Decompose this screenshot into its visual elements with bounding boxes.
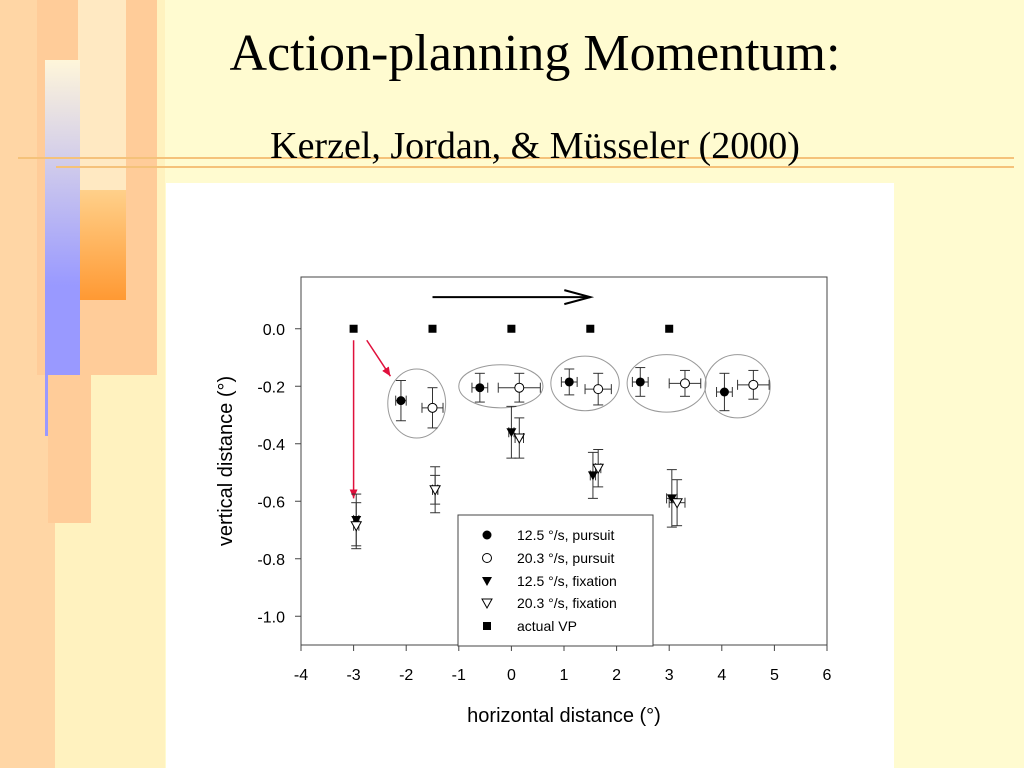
x-tick-label: 2 (612, 667, 622, 684)
y-tick-label: -0.2 (257, 379, 285, 397)
legend-label: 12.5 °/s, pursuit (517, 527, 615, 543)
x-tick-label: 6 (822, 667, 832, 684)
data-point (636, 377, 645, 386)
y-tick-label: -0.4 (257, 436, 285, 454)
group-ellipse (459, 365, 543, 408)
slide-title: Action-planning Momentum: (229, 25, 841, 82)
y-axis-label: vertical distance (°) (215, 375, 237, 547)
data-point (565, 377, 574, 386)
data-point (507, 325, 515, 333)
data-point (680, 379, 689, 388)
legend-label: 20.3 °/s, pursuit (517, 550, 615, 566)
data-point (350, 325, 358, 333)
x-tick-label: 4 (717, 667, 727, 684)
x-tick-label: -1 (451, 667, 466, 684)
data-point (588, 471, 598, 480)
x-tick-label: -4 (293, 667, 309, 684)
data-point (720, 388, 729, 397)
legend (458, 515, 653, 646)
x-tick-label: 5 (769, 667, 779, 684)
x-axis-label: horizontal distance (°) (467, 705, 661, 727)
legend-label: 12.5 °/s, fixation (517, 573, 617, 589)
data-point (475, 383, 484, 392)
slide-subtitle: Kerzel, Jordan, & Müsseler (2000) (270, 125, 800, 167)
legend-label: actual VP (517, 618, 577, 634)
legend-marker (483, 554, 492, 563)
data-point (428, 403, 437, 412)
y-tick-label: -0.6 (257, 494, 285, 512)
data-point (586, 325, 594, 333)
red-annotation-arrow (367, 340, 391, 376)
legend-marker (483, 622, 491, 630)
data-point (429, 325, 437, 333)
data-point (594, 385, 603, 394)
x-tick-label: 3 (664, 667, 674, 684)
data-point (749, 380, 758, 389)
legend-marker (483, 531, 492, 540)
data-point (351, 522, 361, 531)
data-point (430, 486, 440, 495)
x-tick-label: 1 (559, 667, 569, 684)
group-ellipses (388, 355, 770, 438)
y-tick-label: 0.0 (262, 321, 285, 339)
x-tick-label: -2 (399, 667, 414, 684)
y-tick-label: -1.0 (257, 609, 285, 627)
y-tick-label: -0.8 (257, 551, 285, 569)
data-point (396, 396, 405, 405)
x-tick-label: 0 (506, 667, 516, 684)
x-tick-label: -3 (346, 667, 361, 684)
data-points (350, 325, 758, 531)
legend-label: 20.3 °/s, fixation (517, 595, 617, 611)
data-point (665, 325, 673, 333)
data-point (515, 383, 524, 392)
